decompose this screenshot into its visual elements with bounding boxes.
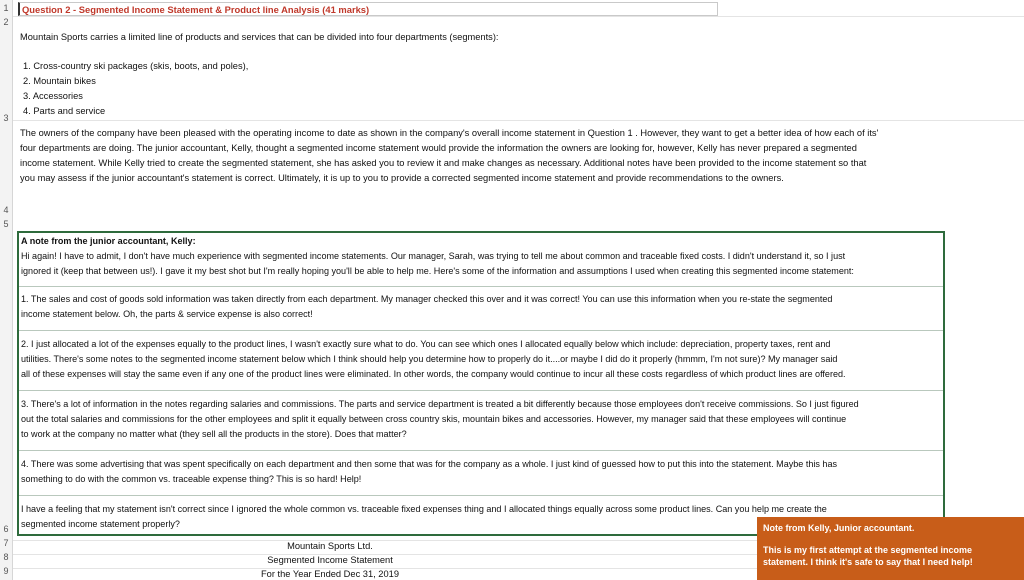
row-number[interactable]: 9 — [3, 566, 9, 576]
row-number[interactable]: 7 — [3, 538, 9, 548]
note-line: 1. The sales and cost of goods sold information was taken directly from each department. My manager checked this over and it was correct! You can use this information when you re-state the segmented — [21, 294, 833, 304]
note-line: income statement below. Oh, the parts & service expense is also correct! — [21, 309, 313, 319]
comment-body-line: statement. I think it's safe to say that I need help! — [763, 557, 973, 567]
row-number[interactable]: 4 — [3, 205, 9, 215]
segment-list-item: 3. Accessories — [23, 91, 83, 101]
row-number[interactable]: 8 — [3, 552, 9, 562]
statement-period[interactable]: For the Year Ended Dec 31, 2019 — [260, 569, 399, 579]
note-line: utilities. There's some notes to the segmented income statement below which I think should help you determine how to properly do it....or maybe I did do it properly (hmmm, I'm not sure)? My manager said — [21, 354, 838, 364]
question-title-cell[interactable]: Question 2 - Segmented Income Statement & Product line Analysis (41 marks) — [18, 2, 718, 16]
statement-company-name[interactable]: Mountain Sports Ltd. — [287, 541, 373, 551]
comment-body-line: This is my first attempt at the segmented income — [763, 544, 973, 555]
row-number[interactable]: 3 — [3, 113, 9, 123]
note-line: out the total salaries and commissions for the other employees and split it equally between cross country skis, mountain bikes and accessories. However, my manager said that these employees will continue — [21, 414, 847, 424]
grid-line — [13, 120, 1024, 121]
note-line: I have a feeling that my statement isn't correct since I ignored the whole common vs. traceable fixed expenses thing and I allocated things equally across some product lines. Can you help me create the — [21, 504, 827, 514]
note-line: 3. There's a lot of information in the notes regarding salaries and commissions. The parts and service department is treated a bit differently because those employees don't receive commissions. So I just figured — [21, 399, 859, 409]
row-number[interactable]: 2 — [3, 17, 9, 27]
note-line: segmented income statement properly? — [21, 519, 180, 529]
segment-list-item: 2. Mountain bikes — [23, 76, 96, 86]
segment-list-item: 4. Parts and service — [23, 106, 106, 116]
row-header-column — [0, 0, 13, 580]
note-separator — [19, 450, 943, 451]
paragraph-line: you may assess if the junior accountant's statement is correct. Ultimately, it is up to you to provide a corrected segmented income statement and provide recommendations to the owners. — [20, 173, 784, 183]
row-number[interactable]: 1 — [3, 3, 9, 13]
note-separator — [19, 390, 943, 391]
statement-title[interactable]: Segmented Income Statement — [267, 555, 393, 565]
kelly-note-box[interactable] — [17, 231, 945, 536]
segment-list-item: 1. Cross-country ski packages (skis, boots, and poles), — [23, 61, 249, 71]
note-line: to work at the company no matter what (they sell all the products in the store). Does that matter? — [21, 429, 407, 439]
note-line: 4. There was some advertising that was spent specifically on each department and then some that was for the company as a whole. I just kind of guessed how to put this into the statement. Maybe this has — [21, 459, 838, 469]
kelly-comment-shape[interactable] — [757, 517, 1024, 580]
note-heading: A note from the junior accountant, Kelly: — [21, 236, 196, 246]
note-separator — [19, 495, 943, 496]
note-line: ignored it (keep that between us!). I gave it my best shot but I'm really hoping you'll be able to help me. Here's some of the information and assumptions I used when creating this segmented income statement: — [21, 266, 854, 276]
paragraph-line: income statement. While Kelly tried to create the segmented statement, she has asked you to review it and make changes as necessary. Additional notes have been provided to the income statement so that — [20, 158, 867, 168]
comment-header: Note from Kelly, Junior accountant. — [763, 523, 915, 533]
paragraph-line: The owners of the company have been pleased with the operating income to date as shown in the company's overall income statement in Question 1 . However, they want to get a better idea of how each of its' — [20, 128, 879, 138]
note-line: Hi again! I have to admit, I don't have much experience with segmented income statements. Our manager, Sarah, was trying to tell me about common and traceable fixed costs. I didn't understand it, so I just — [21, 251, 846, 261]
note-line: something to do with the common vs. traceable expense thing? This is so hard! Help! — [21, 474, 362, 484]
owners-paragraph[interactable] — [20, 126, 1020, 186]
intro-text[interactable]: Mountain Sports carries a limited line of products and services that can be divided into four departments (segments): — [20, 32, 499, 42]
note-separator — [19, 286, 943, 287]
note-line: all of these expenses will stay the same even if any one of the product lines were eliminated. In other words, the company would continue to incur all these costs regardless of which product lines are offered. — [21, 369, 846, 379]
row-number[interactable]: 5 — [3, 219, 9, 229]
row-number[interactable]: 6 — [3, 524, 9, 534]
note-separator — [19, 330, 943, 331]
note-line: 2. I just allocated a lot of the expenses equally to the product lines, I wasn't exactly sure what to do. You can see which ones I allocated equally below which include: depreciation, property taxes, rent and — [21, 339, 831, 349]
paragraph-line: four departments are doing. The junior accountant, Kelly, thought a segmented income statement would provide the information the owners are looking for, however, Kelly has never prepared a segmented — [20, 143, 857, 153]
